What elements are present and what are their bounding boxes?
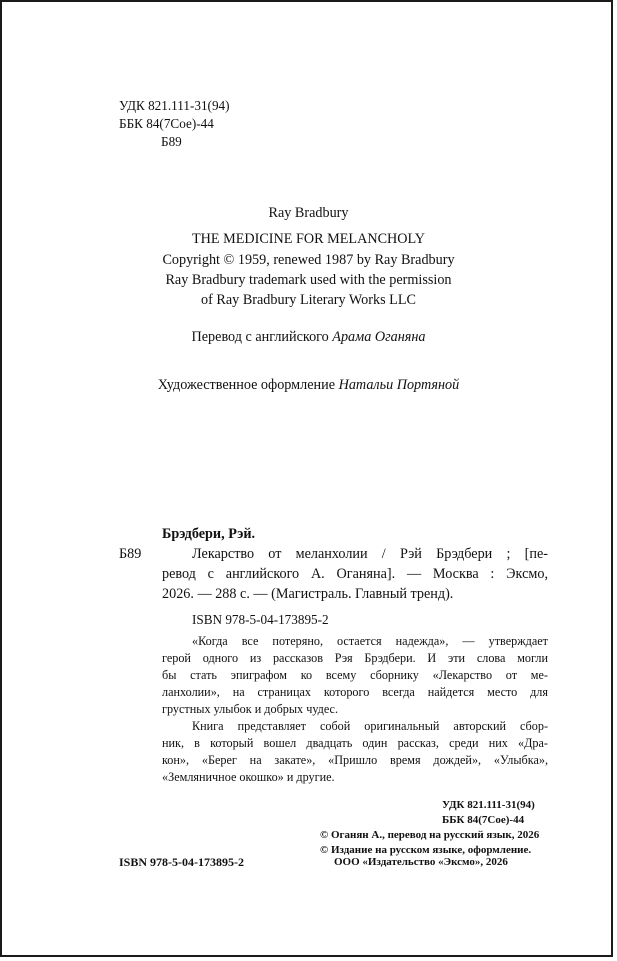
- art-label: Художественное оформление: [157, 377, 339, 393]
- trademark-line-1: Ray Bradbury trademark used with the permission: [165, 272, 452, 288]
- author-mark: Б89: [161, 134, 182, 149]
- footer-isbn: ISBN 978-5-04-173895-2: [119, 855, 244, 869]
- trademark-line-2: of Ray Bradbury Literary Works LLC: [201, 292, 416, 308]
- footer-copyright-line: © Оганян А., перевод на русский язык, 2026: [320, 829, 540, 841]
- udk-code: УДК 821.111-31(94): [119, 98, 230, 113]
- bbk-code: ББК 84(7Сое)-44: [119, 116, 214, 131]
- footer-copyright-line: ООО «Издательство «Эксмо», 2026: [334, 856, 508, 868]
- catalog-mark: Б89: [119, 546, 142, 562]
- art-credit: [2, 375, 615, 396]
- annotation-line: Книга представляет собой оригинальный авторский сбор-: [192, 719, 548, 733]
- annotation-line: кон», «Берег на закате», «Пришло время дождей», «Улыбка»,: [162, 753, 548, 767]
- copyright-notice: Copyright © 1959, renewed 1987 by Ray Bradbury: [162, 252, 455, 268]
- catalog-bbk: ББК 84(7Сое)-44: [442, 814, 525, 826]
- annotation-line: ланхолии», на страницах которого всегда найдется место для: [162, 685, 548, 699]
- catalog-isbn: ISBN 978-5-04-173895-2: [192, 612, 329, 627]
- original-author: Ray Bradbury: [268, 205, 349, 221]
- original-title: THE MEDICINE FOR MELANCHOLY: [191, 231, 426, 247]
- annotation-line: герой одного из рассказов Рэя Брэдбери. И эти слова могли: [162, 651, 548, 665]
- translator-name: Арама Оганяна: [332, 329, 426, 345]
- catalog-udk: УДК 821.111-31(94): [442, 799, 535, 811]
- annotation-line: «Когда все потеряно, остается надежда», — утверждает: [192, 634, 548, 648]
- translation-label: Перевод с английского: [191, 329, 333, 345]
- translation-credit: [2, 327, 615, 348]
- annotation-line: бы стать эпиграфом ко всему сборнику «Лекарство от ме-: [162, 668, 548, 682]
- catalog-line: Лекарство от меланхолии / Рэй Брэдбери ; [пе-: [192, 546, 548, 562]
- catalog-line: 2026. — 288 с. — (Магистраль. Главный тренд).: [162, 586, 454, 602]
- catalog-line: ревод с английского А. Оганяна]. — Москва : Эксмо,: [162, 566, 548, 582]
- annotation-line: «Земляничное окошко» и другие.: [162, 770, 335, 784]
- artist-name: Натальи Портяной: [338, 377, 460, 393]
- catalog-heading: Брэдбери, Рэй.: [162, 526, 256, 542]
- annotation-line: грустных улыбок и добрых чудес.: [162, 702, 339, 716]
- footer-copyright-line: © Издание на русском языке, оформление.: [320, 844, 532, 856]
- annotation-line: ник, в который вошел двадцать один рассказ, среди них «Дра-: [162, 736, 548, 750]
